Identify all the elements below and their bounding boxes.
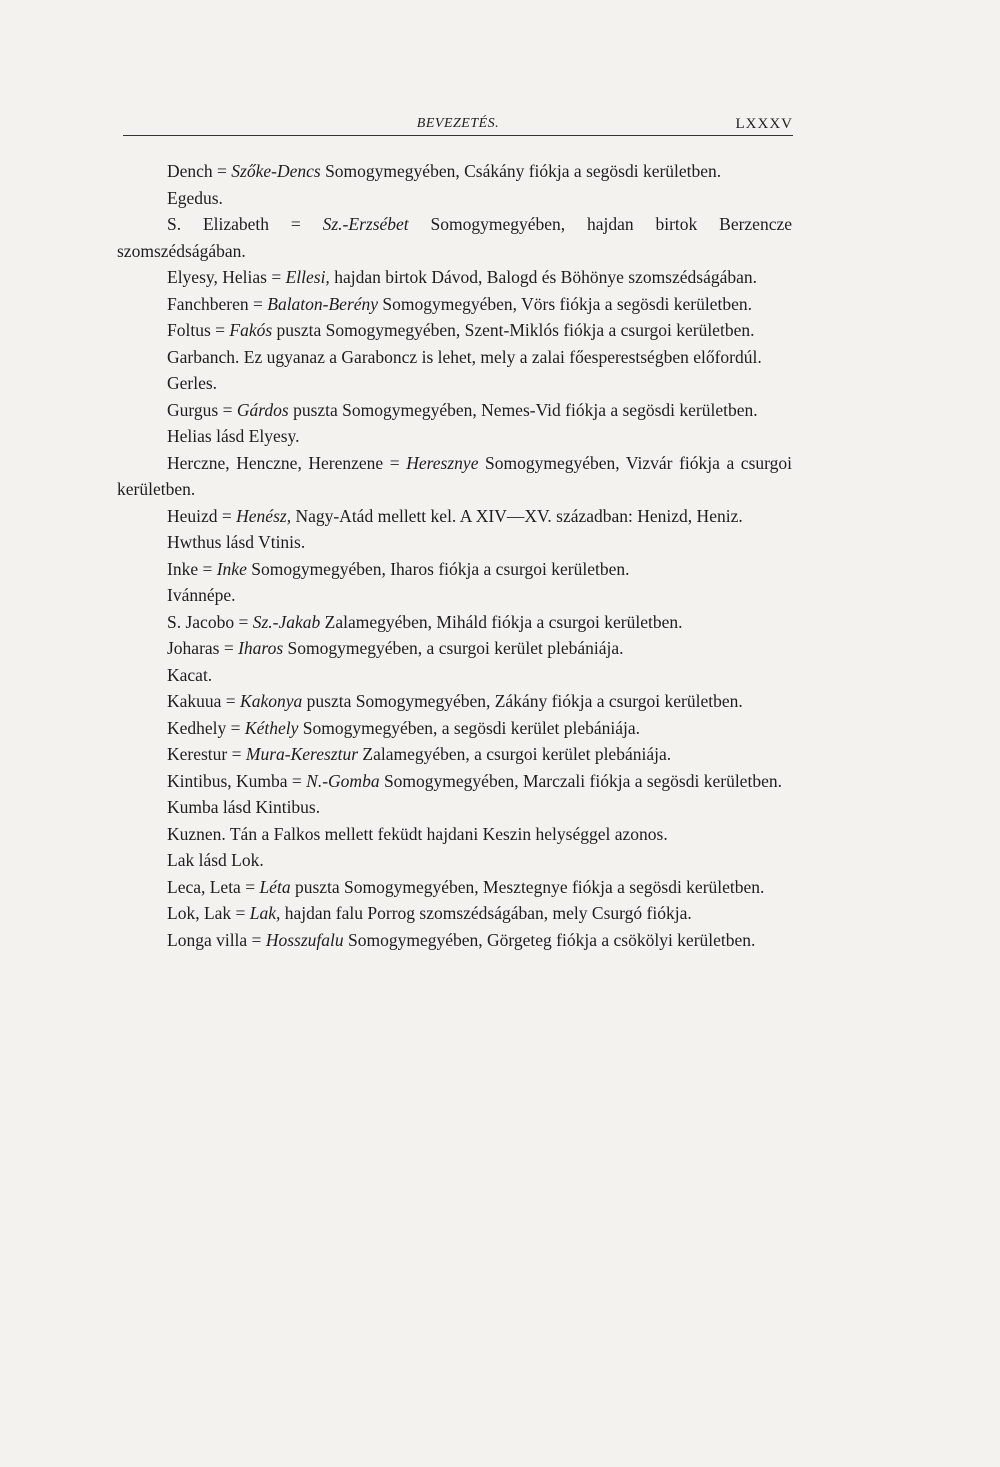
entry-text: Inke = [167, 558, 217, 579]
entry-text: Heuizd = [167, 505, 237, 526]
entry-description: Somogymegyében, Csákány fiókja a segösdi kerületben. [320, 161, 722, 181]
entry [117, 635, 792, 662]
entry [117, 741, 792, 768]
entry-description: Somogymegyében, Iharos fiókja a csurgoi kerületben. [246, 558, 630, 579]
header-rule [123, 135, 793, 136]
entry [117, 450, 792, 503]
entry-place-name: Mura-Keresztur [245, 744, 359, 764]
entry-description: puszta Somogymegyében, Zákány fiókja a csurgoi kerületben. [302, 691, 743, 711]
entry-text: Gurgus = [167, 399, 237, 420]
entry-place-name: Sz.-Jakab [252, 611, 321, 632]
entry-description: Somogymegyében, a segösdi kerület plebániája. [298, 717, 641, 738]
page-number: LXXXV [735, 116, 793, 132]
entry [117, 847, 792, 874]
entry [117, 529, 792, 556]
entry [117, 609, 792, 636]
entry-place-name: Gárdos [236, 399, 289, 420]
entry-place-name: Lak, [249, 903, 281, 923]
entry [117, 291, 792, 318]
entry [117, 821, 792, 848]
entry-list [117, 158, 792, 953]
entry-place-name: Kéthely [244, 717, 299, 738]
entry [117, 397, 792, 424]
entry-description: Nagy-Atád mellett kel. A XIV—XV. században: Henizd, Heniz. [291, 505, 743, 526]
entry-text: Hwthus lásd Vtinis. [167, 532, 306, 552]
entry-description: Somogymegyében, hajdan birtok Berzencze szomszédságában. [117, 214, 793, 261]
entry-description: Somogymegyében, Vizvár fiókja a csurgoi kerületben. [117, 452, 792, 499]
entry-description: Somogymegyében, Marczali fiókja a segösdi kerületben. [379, 770, 782, 791]
entry [117, 317, 792, 344]
entry-text: Kacat. [167, 664, 213, 685]
entry-description: hajdan birtok Dávod, Balogd és Böhönye szomszédságában. [329, 267, 758, 287]
entry-text: Kintibus, Kumba = [167, 770, 307, 791]
entry-text: Gerles. [167, 373, 218, 393]
entry-place-name: Léta [259, 876, 291, 897]
entry [117, 556, 792, 583]
entry-text: Fanchberen = [167, 293, 268, 314]
entry [117, 662, 792, 689]
entry-text: Kakuua = [167, 691, 241, 711]
entry-description: Somogymegyében, Vörs fiókja a segösdi kerületben. [378, 293, 752, 314]
entry-text: S. Jacobo = [167, 611, 253, 632]
entry [117, 900, 792, 927]
entry-text: Kerestur = [167, 744, 246, 764]
entry-place-name: Szőke-Dencs [231, 161, 321, 181]
entry [117, 768, 792, 795]
entry [117, 927, 792, 954]
entry [117, 185, 792, 212]
entry-text: Joharas = [167, 638, 239, 658]
entry [117, 423, 792, 450]
entry [117, 582, 792, 609]
entry-text: Garbanch. Ez ugyanaz a Garaboncz is lehet, mely a zalai főesperestségben előfordúl. [167, 346, 762, 367]
header-title: BEVEZETÉS. [416, 116, 500, 131]
entry-text: Dench = [167, 161, 232, 181]
entry-text: Elyesy, Helias = [167, 267, 286, 287]
entry-text: Lak lásd Lok. [167, 850, 264, 870]
entry-place-name: Henész, [236, 505, 292, 526]
entry-place-name: Iharos [238, 638, 284, 658]
entry [117, 344, 792, 371]
entry-place-name: Ellesi, [285, 267, 330, 287]
entry [117, 211, 792, 264]
entry-text: Ivánnépe. [167, 585, 236, 605]
entry [117, 794, 792, 821]
entry-place-name: N.-Gomba [306, 770, 380, 791]
entry-text: Helias lásd Elyesy. [167, 426, 300, 446]
entry-description: hajdan falu Porrog szomszédságában, mely Csurgó fiókja. [280, 903, 692, 923]
entry-description: Somogymegyében, Görgeteg fiókja a csökölyi kerületben. [343, 929, 756, 950]
entry-text: Egedus. [167, 187, 223, 208]
entry-description: puszta Somogymegyében, Mesztegnye fiókja a segösdi kerületben. [290, 876, 765, 897]
running-header [123, 112, 793, 134]
entry-place-name: Inke [216, 558, 247, 579]
entry-text: Herczne, Henczne, Herenzene = [167, 452, 407, 473]
entry [117, 874, 792, 901]
entry-place-name: Hosszufalu [265, 929, 344, 950]
entry-text: Leca, Leta = [167, 876, 260, 897]
entry-description: puszta Somogymegyében, Nemes-Vid fiókja a segösdi kerületben. [288, 399, 758, 420]
entry-place-name: Fakós [229, 320, 273, 340]
entry-description: puszta Somogymegyében, Szent-Miklós fiókja a csurgoi kerületben. [272, 320, 755, 340]
entry-text: Foltus = [167, 320, 230, 340]
entry-text: Kumba lásd Kintibus. [167, 797, 321, 817]
entry-text: Longa villa = [167, 929, 266, 950]
entry [117, 264, 792, 291]
entry [117, 688, 792, 715]
entry-text: Lok, Lak = [167, 903, 250, 923]
entry-text: S. Elizabeth = [167, 214, 323, 234]
entry-text: Kuznen. Tán a Falkos mellett feküdt hajdani Keszin helységgel azonos. [167, 823, 668, 844]
entry-description: Zalamegyében, a csurgoi kerület plebániája. [358, 744, 672, 764]
entry-place-name: Kakonya [240, 691, 303, 711]
entry-place-name: Balaton-Berény [267, 293, 379, 314]
entry-text: Kedhely = [167, 717, 245, 738]
entry-description: Zalamegyében, Miháld fiókja a csurgoi kerületben. [320, 611, 683, 632]
entry [117, 715, 792, 742]
entry-description: Somogymegyében, a csurgoi kerület plebániája. [283, 638, 624, 658]
entry-place-name: Heresznye [406, 452, 479, 473]
entry [117, 158, 792, 185]
entry-place-name: Sz.-Erzsébet [322, 214, 409, 234]
entry [117, 503, 792, 530]
entry [117, 370, 792, 397]
